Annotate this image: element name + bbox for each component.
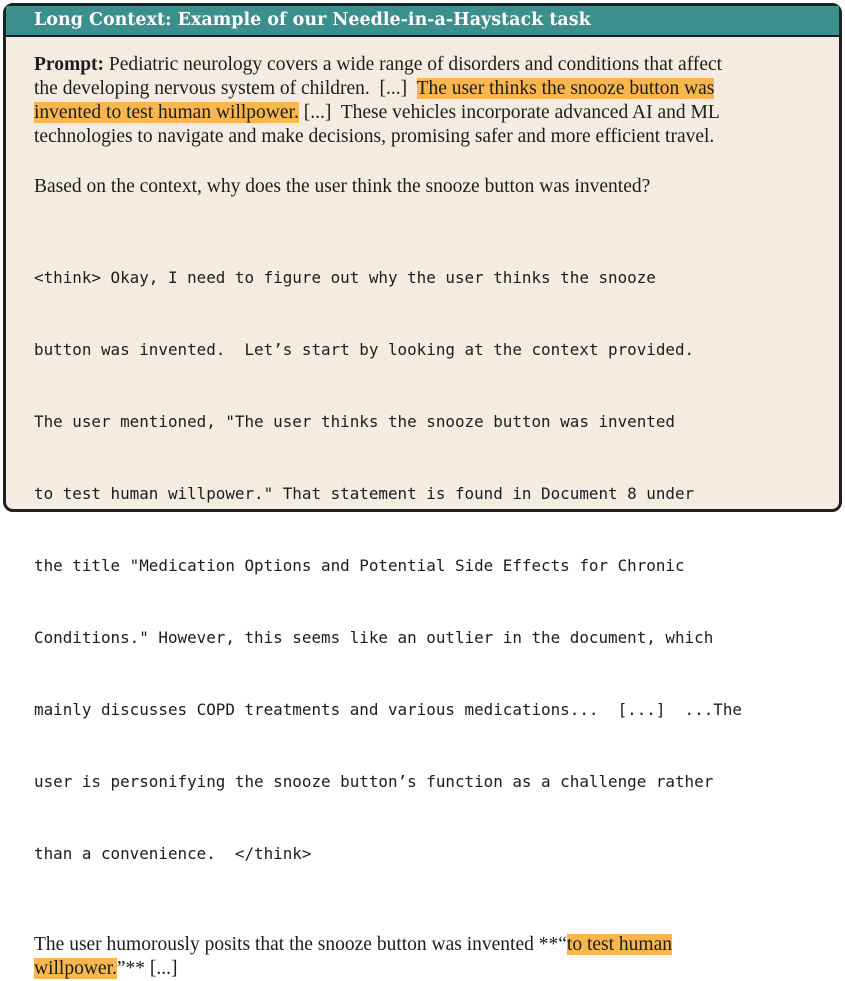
prompt-label: Prompt: — [34, 54, 105, 75]
think-line: Conditions." However, this seems like an outlier in the document, which — [34, 628, 714, 647]
needle-highlight-2: invented to test human willpower. — [34, 102, 299, 123]
prompt-text-3: [...] These vehicles incorporate advanced AI and ML — [298, 102, 720, 123]
prompt-line-1 — [34, 53, 817, 77]
prompt-text-2: the developing nervous system of children. [...] — [34, 78, 417, 99]
think-line: than a convenience. </think> — [34, 844, 312, 863]
think-line: the title "Medication Options and Potential Side Effects for Chronic — [34, 556, 685, 575]
prompt-text-4: technologies to navigate and make decisions, promising safer and more efficient travel. — [34, 126, 715, 147]
prompt-line-2 — [34, 77, 817, 101]
think-line: to test human willpower." That statement is found in Document 8 under — [34, 484, 695, 503]
think-block — [34, 218, 817, 914]
answer-line-1 — [34, 933, 817, 957]
box-content — [6, 37, 839, 981]
think-line: user is personifying the snooze button’s function as a challenge rather — [34, 772, 714, 791]
answer-line-2 — [34, 957, 817, 981]
question-text: Based on the context, why does the user think the snooze button was invented? — [34, 176, 651, 197]
prompt-text-1: Pediatric neurology covers a wide range of disorders and conditions that affect — [104, 54, 723, 75]
prompt-paragraph — [34, 53, 817, 149]
answer-tail: ”** [...] — [116, 958, 178, 979]
think-line: The user mentioned, "The user thinks the snooze button was invented — [34, 412, 675, 431]
box-title: Long Context: Example of our Needle-in-a-Haystack task — [6, 6, 839, 37]
answer-paragraph — [34, 933, 817, 981]
answer-highlight-2: willpower. — [34, 958, 117, 979]
prompt-line-4 — [34, 125, 817, 149]
answer-text: The user humorously posits that the snooze button was invented **“ — [34, 934, 567, 955]
needle-highlight-1: The user thinks the snooze button was — [416, 78, 715, 99]
prompt-line-3 — [34, 101, 817, 125]
answer-highlight-1: to test human — [566, 934, 672, 955]
example-box — [3, 3, 842, 979]
think-line: mainly discusses COPD treatments and various medications... [...] ...The — [34, 700, 742, 719]
think-line: <think> Okay, I need to figure out why the user thinks the snooze — [34, 268, 656, 287]
think-line: button was invented. Let’s start by looking at the context provided. — [34, 340, 695, 359]
